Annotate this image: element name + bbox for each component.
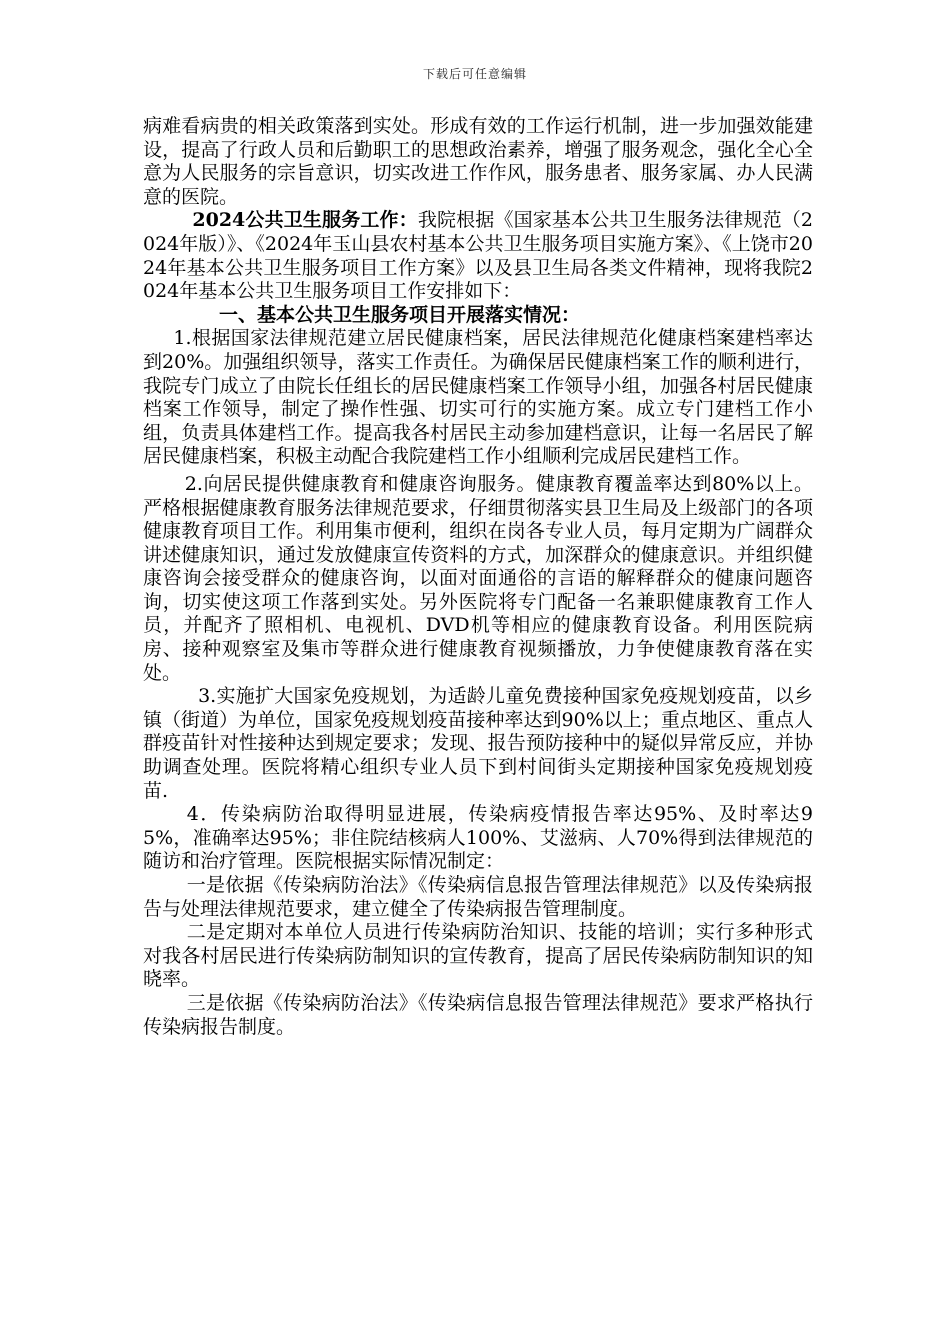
section-heading: 一、基本公共卫生服务项目开展落实情况： [219,303,581,326]
paragraph-public-health-work [143,209,813,303]
list-item-infectious-disease: 4．传染病防治取得明显进展，传染病疫情报告率达95%、及时率达95%，准确率达95%；非住院结核病人100%、艾滋病、人70%得到法律规范的随访和治疗管理。医院根据实际情况制定： [143,803,813,873]
list-item-health-records: 1.根据国家法律规范建立居民健康档案，居民法律规范化健康档案建档率达到20%。加强组织领导，落实工作责任。为确保居民健康档案工作的顺利进行，我院专门成立了由院长任组长的居民健康档案工作领导小组，加强各村居民健康档案工作领导，制定了操作性强、切实可行的实施方案。成立专门建档工作小组，负责具体建档工作。提高我各村居民主动参加建档意识，让每一名居民了解居民健康档案，积极主动配合我院建档工作小组顺利完成居民建档工作。 [143,327,813,468]
list-item-health-education: 2.向居民提供健康教育和健康咨询服务。健康教育覆盖率达到80%以上。严格根据健康教育服务法律规范要求，仔细贯彻落实县卫生局及上级部门的各项健康教育项目工作。利用集市便利，组织在岗各专业人员，每月定期为广阔群众讲述健康知识，通过发放健康宣传资料的方式，加深群众的健康意识。并组织健康咨询会接受群众的健康咨询，以面对面通俗的言语的解释群众的健康问题咨询，切实使这项工作落到实处。另外医院将专门配备一名兼职健康教育工作人员，并配齐了照相机、电视机、DVD机等相应的健康教育设备。利用医院病房、接种观察室及集市等群众进行健康教育视频播放，力争使健康教育落在实处。 [143,472,813,684]
paragraph-lead-body: 我院根据《国家基本公共卫生服务法律规范（2024年版）》、《2024年玉山县农村基本公共卫生服务项目实施方案》、《上饶市2024年基本公共卫生服务项目工作方案》以及县卫生局各类文件精神，现将我院2024年基本公共卫生服务项目工作安排如下： [143,209,814,303]
sub-item-two: 二是定期对本单位人员进行传染病防治知识、技能的培训；实行多种形式对我各村居民进行传染病防制知识的宣传教育，提高了居民传染病防制知识的知晓率。 [143,921,813,991]
sub-item-three: 三是依据《传染病防治法》《传染病信息报告管理法律规范》要求严格执行传染病报告制度。 [143,991,813,1038]
paragraph-lead-title: 2024公共卫生服务工作： [192,209,418,232]
list-item-immunization: 3.实施扩大国家免疫规划，为适龄儿童免费接种国家免疫规划疫苗，以乡镇（街道）为单位，国家免疫规划疫苗接种率达到90%以上；重点地区、重点人群疫苗针对性接种达到规定要求；发现、报告预防接种中的疑似异常反应，并协助调查处理。医院将精心组织专业人员下到村间街头定期接种国家免疫规划疫苗. [143,685,813,802]
page-header-note: 下载后可任意编辑 [422,67,527,81]
document-body [143,115,813,1039]
sub-item-one: 一是依据《传染病防治法》《传染病信息报告管理法律规范》以及传染病报告与处理法律规范要求，建立健全了传染病报告管理制度。 [143,874,813,920]
paragraph-intro-continuation: 病难看病贵的相关政策落到实处。形成有效的工作运行机制，进一步加强效能建设，提高了行政人员和后勤职工的思想政治素养，增强了服务观念，强化全心全意为人民服务的宗旨意识，切实改进工作作风，服务患者、服务家属、办人民满意的医院。 [143,115,813,208]
